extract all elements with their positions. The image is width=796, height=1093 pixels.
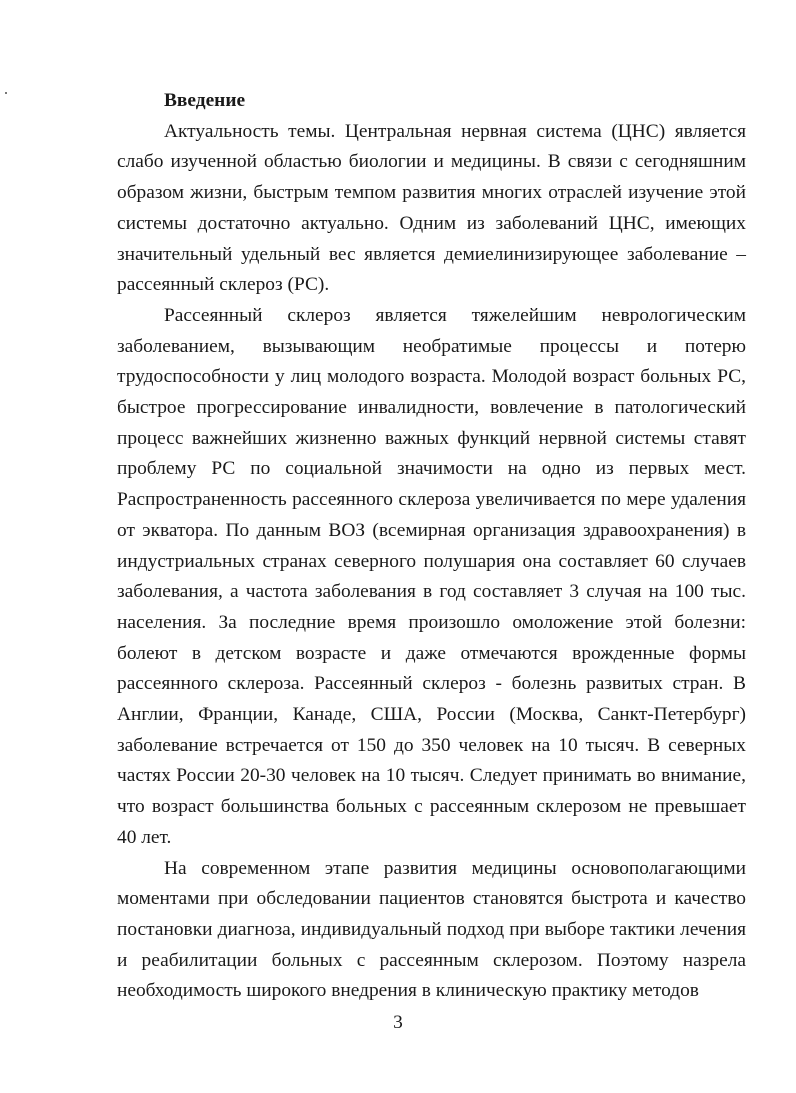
paragraph-ms-description: Рассеянный склероз является тяжелейшим неврологическим заболеванием, вызывающим необратимые процессы и потерю трудоспособности у лиц молодого возраста. Молодой возраст больных РС, быстрое прогрессирование инвалидности, вовлечение в патологический процесс важнейших жизненно важных функций нервной системы ставят проблему РС по социальной значимости на одно из первых мест. Распространенность рассеянного склероза увеличивается по мере удаления от экватора. По данным ВОЗ (всемирная организация здравоохранения) в индустриальных странах северного полушария она составляет 60 случаев заболевания, а частота заболевания в год составляет 3 случая на 100 тыс. населения. За последние время произошло омоложение этой болезни: болеют в детском возрасте и даже отмечаются врожденные формы рассеянного склероза. Рассеянный склероз - болезнь развитых стран. В Англии, Франции, Канаде, США, России (Москва, Санкт-Петербург) заболевание встречается от 150 до 350 человек на 10 тысяч. В северных частях России 20-30 человек на 10 тысяч. Следует принимать во внимание, что возраст большинства больных с рассеянным склерозом не превышает 40 лет. xyxy=(117,304,746,848)
paragraph-relevance: Актуальность темы. Центральная нервная система (ЦНС) является слабо изученной областью биологии и медицины. В связи с сегодняшним образом жизни, быстрым темпом развития многих отраслей изучение этой системы достаточно актуально. Одним из заболеваний ЦНС, имеющих значительный удельный вес является демиелинизирующее заболевание – рассеянный склероз (РС). xyxy=(117,120,746,296)
paragraph-modern-stage: На современном этапе развития медицины основополагающими моментами при обследовании пациентов становятся быстрота и качество постановки диагноза, индивидуальный подход при выборе тактики лечения и реабилитации больных с рассеянным склерозом. Поэтому назрела необходимость широкого внедрения в клиническую практику методов xyxy=(117,857,746,1002)
page-number: 3 xyxy=(393,1012,403,1033)
body-text xyxy=(117,86,746,1007)
scan-speck xyxy=(5,92,7,94)
section-heading: Введение xyxy=(164,90,246,111)
